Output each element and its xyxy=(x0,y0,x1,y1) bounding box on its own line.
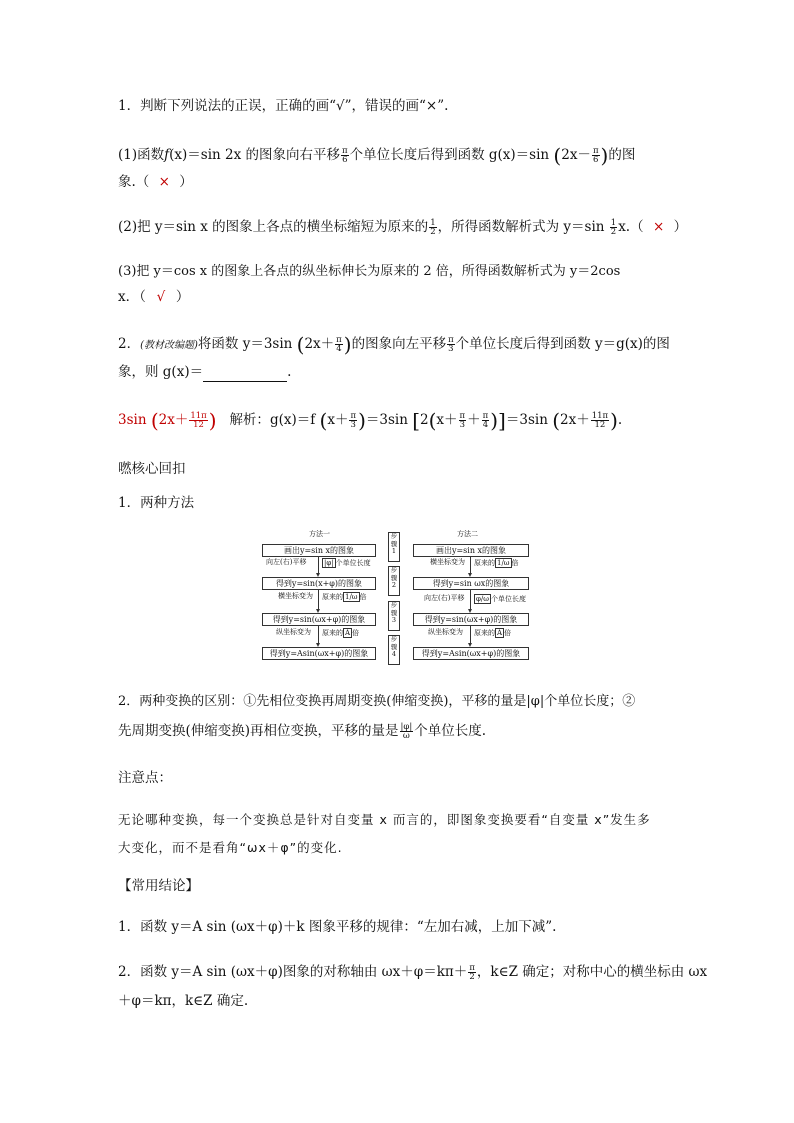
question-2: 2．(教材改编题)将函数 y＝3sin (2x＋ $\frac{\pi}{4}$ )的图象向左平移 $\frac{\pi}{3}$ 个单位长度后得到函数 y＝g(x)的图 xyxy=(118,332,670,357)
question-2-cont: 象，则 g(x)＝ . xyxy=(118,364,292,380)
answer-blank xyxy=(203,367,287,382)
statement-1: (1)函数f(x)＝sin 2x 的图象向右平移 $\frac{\pi}{6}$ 个单位长度后得到函数 g(x)＝sin (2x－ $\frac{\pi}{6}$ )的图 xyxy=(118,143,636,168)
step-4: 步骤4 xyxy=(388,635,400,665)
note-line-1: 无论哪种变换，每一个变换总是针对自变量 x 而言的，即图象变换要看“自变量 x”发生多 xyxy=(118,812,651,827)
right-box-1: 画出y=sin x的图象 xyxy=(413,544,529,557)
note-line-2: 大变化，而不是看角“ωx＋φ”的变化. xyxy=(118,840,343,855)
core-heading: 嘫核心回扣 xyxy=(118,461,186,477)
core-item-2: 2．两种变换的区别：①先相位变换再周期变换(伸缩变换)，平移的量是|φ|个单位长度；② xyxy=(118,694,636,709)
conclusion-heading: 【常用结论】 xyxy=(118,878,199,894)
conclusion-1: 1．函数 y＝A sin (ωx＋φ)＋k 图象平移的规律：“左加右减，上加下减”. xyxy=(118,919,557,935)
statement-1-cont: 象.（ × ） xyxy=(118,174,193,190)
left-box-3: 得到y=sin(ωx+φ)的图象 xyxy=(262,613,376,626)
right-box-2: 得到y=sin ωx的图象 xyxy=(413,577,529,590)
left-box-2: 得到y=sin(x+φ)的图象 xyxy=(262,577,376,590)
method-2-label: 方法二 xyxy=(457,530,478,538)
fraction: $\frac{\pi}{6}$ xyxy=(342,146,348,165)
arrow-down xyxy=(470,626,471,645)
answer-mark: × xyxy=(158,174,170,190)
answer-mark: × xyxy=(652,219,665,235)
arrow-down xyxy=(318,557,319,575)
answer-mark: √ xyxy=(156,289,166,305)
step-3: 步骤3 xyxy=(388,601,400,631)
conclusion-2-cont: ＋φ＝kπ，k∈Z 确定. xyxy=(118,993,249,1009)
right-box-3: 得到y=sin(ωx+φ)的图象 xyxy=(413,613,529,626)
question-2-solution: 3sin (2x＋ $\frac{11\pi}{12}$ ) 解析：g(x)＝f (x＋ $\frac{\pi}{3}$ )＝3sin [2(x＋ $\frac{\pi}{3}$ ＋ $\frac{\pi}{4}$ )]＝3sin (2x＋ $\frac{11\pi}{12}$ ). xyxy=(118,408,623,433)
arrow-down xyxy=(318,626,319,645)
conclusion-2: 2．函数 y＝A sin (ωx＋φ)图象的对称轴由 ωx＋φ＝kπ＋ $\frac{\pi}{2}$ ，k∈Z 确定；对称中心的横坐标由 ωx xyxy=(118,963,708,982)
arrow-down xyxy=(470,557,471,575)
statement-3-cont: x．（ √ ） xyxy=(118,289,190,305)
step-1: 步骤1 xyxy=(388,532,400,562)
core-item-1: 1．两种方法 xyxy=(118,495,195,511)
statement-3: (3)把 y＝cos x 的图象上各点的纵坐标伸长为原来的 2 倍，所得函数解析式为 y＝2cos xyxy=(118,264,621,279)
step-2: 步骤2 xyxy=(388,566,400,596)
question-1-intro: 1．判断下列说法的正误，正确的画“√”，错误的画“×”. xyxy=(118,98,449,114)
left-box-4: 得到y=Asin(ωx+φ)的图象 xyxy=(262,647,376,660)
core-item-2-cont: 先周期变换(伸缩变换)再相位变换，平移的量是 $\frac{|\varphi|}{\omega}$ 个单位长度. xyxy=(118,722,487,741)
note-heading: 注意点： xyxy=(118,770,172,786)
right-box-4: 得到y=Asin(ωx+φ)的图象 xyxy=(413,647,529,660)
arrow-down xyxy=(470,590,471,611)
left-box-1: 画出y=sin x的图象 xyxy=(262,544,376,557)
statement-2: (2)把 y＝sin x 的图象上各点的横坐标缩短为原来的 $\frac{1}{2}$ ，所得函数解析式为 y＝sin $\frac{1}{2}$ x.（ × ） xyxy=(118,218,688,237)
transformation-flow-diagram: 方法一 方法二 画出y=sin x的图象 得到y=sin(x+φ)的图象 得到y=sin(ωx+φ)的图象 得到y=Asin(ωx+φ)的图象 画出y=sin x的图象 得到y=sin ωx的图象 得到y=sin(ωx+φ)的图象 得到y=Asin(ωx+φ)的图象 步骤1 步骤2 步骤3 步骤4 向左(右)平移 |φ| 个单位长度 横坐标变为 原来的 1/ω 倍 纵坐标变为 原来的 A 倍 横坐标变为 原来的 1/ω 倍 向左(右)平移 φ/ω 个单位长度 纵坐标变为 原来的 A 倍 xyxy=(262,530,532,670)
answer-text: 3sin (2x＋ $\frac{11\pi}{12}$ ) xyxy=(118,408,217,433)
method-1-label: 方法一 xyxy=(309,530,330,538)
source-tag: (教材改编题) xyxy=(140,340,198,351)
arrow-down xyxy=(318,590,319,611)
